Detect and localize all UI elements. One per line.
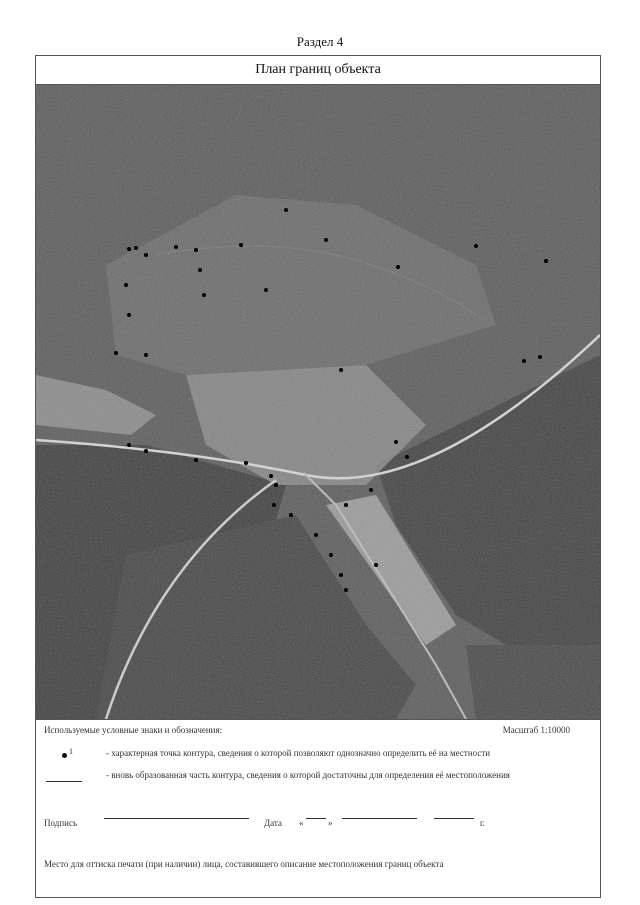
date-open-quote: « — [299, 818, 304, 828]
signature-label: Подпись — [44, 818, 78, 828]
date-close-quote: » — [328, 818, 333, 828]
plan-frame — [35, 55, 601, 898]
map-scale: Масштаб 1:10000 — [502, 725, 570, 735]
stamp-placeholder: Место для оттиска печати (при наличии) лица, составившего описание местоположения границ объекта — [44, 859, 444, 869]
legend-point-row — [44, 748, 594, 764]
point-symbol-icon — [62, 753, 67, 758]
date-year-field[interactable] — [434, 818, 474, 819]
date-label: Дата — [264, 818, 282, 828]
section-title: Раздел 4 — [296, 34, 344, 49]
year-suffix: г. — [480, 818, 485, 828]
aerial-map-image — [36, 85, 600, 719]
point-number: 1 — [69, 747, 73, 756]
signature-field[interactable] — [104, 818, 249, 819]
line-symbol-icon — [46, 781, 82, 782]
legend-heading: Используемые условные знаки и обозначения: — [44, 725, 223, 735]
point-description: - характерная точка контура, сведения о которой позволяют однозначно определить её на местности — [106, 748, 491, 758]
date-month-field[interactable] — [342, 818, 417, 819]
aerial-map — [36, 85, 600, 719]
line-description: - вновь образованная часть контура, сведения о которой достаточны для определения её местоположения — [106, 770, 510, 780]
legend — [36, 719, 600, 897]
legend-line-row — [44, 770, 594, 798]
date-day-field[interactable] — [306, 818, 326, 819]
signature-row — [44, 818, 594, 832]
plan-title: План границ объекта — [36, 56, 600, 85]
